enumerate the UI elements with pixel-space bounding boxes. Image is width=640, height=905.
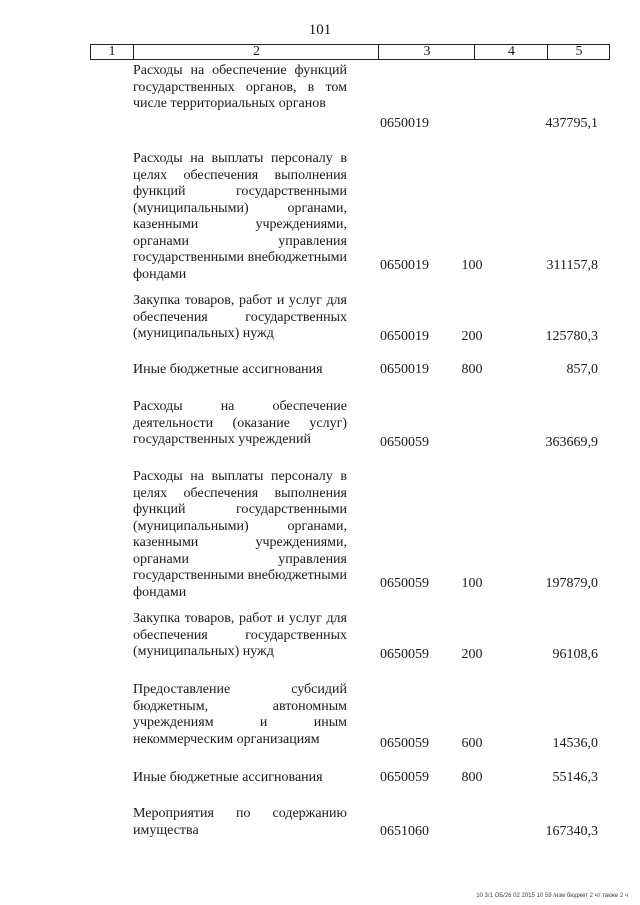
row-amount: 363669,9 <box>545 435 598 450</box>
row-code: 0650059 <box>380 435 429 450</box>
row-type: 200 <box>461 647 483 662</box>
row-description: Иные бюджетные ассигнования <box>133 770 323 785</box>
row-description: Расходы на обеспечение функций государственных органов, в том числе территориальных органов <box>133 63 347 111</box>
row-code: 0650059 <box>380 576 429 591</box>
footer-stamp: 10 3/1 ОБ/26 02 2015 10 59 /изм бюджет 2 чт также 2 ч <box>476 893 628 899</box>
row-amount: 437795,1 <box>545 116 598 131</box>
row-amount: 311157,8 <box>546 258 598 273</box>
row-description: Расходы на выплаты персоналу в целях обеспечения выполнения функций государственными (муниципальными) органами, казенными учреждениями, органами управления государственными внебюджетными фондами <box>133 469 347 600</box>
row-type: 600 <box>461 736 483 751</box>
row-amount: 96108,6 <box>552 647 598 662</box>
row-code: 0650019 <box>380 258 429 273</box>
row-amount: 167340,3 <box>545 824 598 839</box>
row-description: Закупка товаров, работ и услуг для обеспечения государственных (муниципальных) нужд <box>133 293 347 341</box>
row-amount: 857,0 <box>566 362 598 377</box>
row-code: 0650059 <box>380 736 429 751</box>
page-number: 101 <box>308 22 332 38</box>
row-description: Закупка товаров, работ и услуг для обеспечения государственных (муниципальных) нужд <box>133 611 347 659</box>
header-col-1: 1 <box>108 44 116 59</box>
row-code: 0650019 <box>380 329 429 344</box>
row-type: 200 <box>461 329 483 344</box>
header-col-3: 3 <box>378 45 475 59</box>
header-col-5: 5 <box>547 45 610 59</box>
header-col-2: 2 <box>133 45 379 59</box>
row-amount: 125780,3 <box>545 329 598 344</box>
row-description: Расходы на обеспечение деятельности (оказание услуг) государственных учреждений <box>133 399 347 447</box>
row-code: 0650019 <box>380 116 429 131</box>
row-amount: 55146,3 <box>552 770 598 785</box>
table-header <box>90 44 610 60</box>
row-description: Мероприятия по содержанию имущества <box>133 806 347 838</box>
row-code: 0650059 <box>380 770 429 785</box>
row-type: 100 <box>461 576 483 591</box>
row-code: 0651060 <box>380 824 429 839</box>
row-amount: 14536,0 <box>552 736 598 751</box>
row-type: 800 <box>461 362 483 377</box>
row-code: 0650019 <box>380 362 429 377</box>
row-type: 100 <box>461 258 483 273</box>
row-description: Предоставление субсидий бюджетным, автономным учреждениям и иным некоммерческим организациям <box>133 682 347 747</box>
header-col-4: 4 <box>474 45 548 59</box>
row-code: 0650059 <box>380 647 429 662</box>
row-description: Иные бюджетные ассигнования <box>133 362 323 377</box>
row-description: Расходы на выплаты персоналу в целях обеспечения выполнения функций государственными (муниципальными) органами, казенными учреждениями, органами управления государственными внебюджетными фондами <box>133 151 347 282</box>
row-type: 800 <box>461 770 483 785</box>
row-amount: 197879,0 <box>545 576 598 591</box>
